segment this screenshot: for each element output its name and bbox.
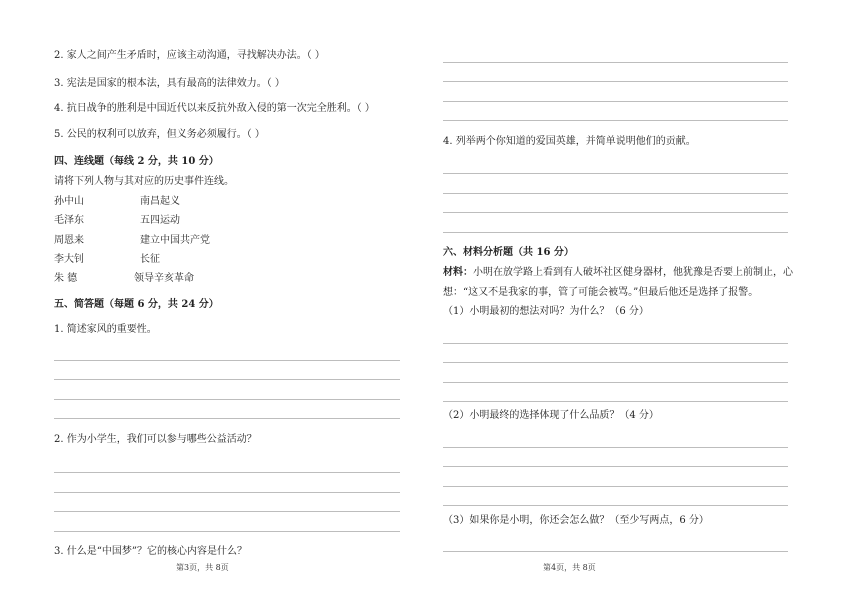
matching-event: 五四运动 — [140, 215, 180, 226]
answer-line[interactable] — [54, 492, 400, 493]
answer-line[interactable] — [443, 343, 788, 344]
answer-line[interactable] — [443, 466, 788, 467]
matching-person: 周恩来 — [54, 235, 84, 246]
material-label: 材料： — [443, 267, 473, 278]
matching-person: 孙中山 — [54, 196, 84, 207]
answer-line[interactable] — [443, 193, 788, 194]
answer-line[interactable] — [443, 551, 788, 552]
answer-line[interactable] — [54, 379, 400, 380]
material-section-title: 六、材料分析题（共 16 分） — [443, 247, 574, 258]
matching-person: 毛泽东 — [54, 215, 84, 226]
page-footer-left: 第3页，共 8页 — [176, 563, 229, 572]
short-answer-section-title: 五、简答题（每题 6 分，共 24 分） — [54, 299, 219, 310]
page-footer-right: 第4页，共 8页 — [543, 563, 596, 572]
judge-item-5: 5. 公民的权利可以放弃，但义务必须履行。（ ） — [54, 129, 265, 140]
judge-item-2: 2. 家人之间产生矛盾时，应该主动沟通，寻找解决办法。（ ） — [54, 50, 325, 61]
answer-line[interactable] — [54, 531, 400, 532]
answer-line[interactable] — [54, 511, 400, 512]
matching-event: 建立中国共产党 — [140, 235, 210, 246]
matching-event: 长征 — [140, 254, 160, 265]
matching-instruction: 请将下列人物与其对应的历史事件连线。 — [54, 176, 234, 187]
material-question-1: （1）小明最初的想法对吗？为什么？（6 分） — [443, 306, 649, 317]
answer-line[interactable] — [443, 447, 788, 448]
short-answer-q4: 4. 列举两个你知道的爱国英雄，并简单说明他们的贡献。 — [443, 136, 696, 147]
answer-line[interactable] — [443, 212, 788, 213]
answer-line[interactable] — [443, 486, 788, 487]
answer-line[interactable] — [443, 505, 788, 506]
matching-person: 朱 德 — [54, 273, 78, 284]
answer-line[interactable] — [54, 418, 400, 419]
matching-event: 领导辛亥革命 — [134, 273, 194, 284]
answer-line[interactable] — [443, 62, 788, 63]
answer-line[interactable] — [443, 173, 788, 174]
answer-line[interactable] — [54, 472, 400, 473]
short-answer-q3: 3. 什么是“中国梦”？它的核心内容是什么？ — [54, 546, 247, 557]
short-answer-q1: 1. 简述家风的重要性。 — [54, 324, 157, 335]
answer-line[interactable] — [443, 401, 788, 402]
answer-line[interactable] — [443, 232, 788, 233]
matching-person: 李大钊 — [54, 254, 84, 265]
material-question-3: （3）如果你是小明，你还会怎么做？（至少写两点，6 分） — [443, 515, 709, 526]
material-text: 小明在放学路上看到有人破坏社区健身器材，他犹豫是否要上前制止，心 — [473, 267, 793, 278]
material-question-2: （2）小明最终的选择体现了什么品质？（4 分） — [443, 410, 659, 421]
answer-line[interactable] — [443, 101, 788, 102]
judge-item-3: 3. 宪法是国家的根本法，具有最高的法律效力。（ ） — [54, 78, 285, 89]
judge-item-4: 4. 抗日战争的胜利是中国近代以来反抗外敌入侵的第一次完全胜利。（ ） — [54, 103, 375, 114]
short-answer-q2: 2. 作为小学生，我们可以参与哪些公益活动？ — [54, 434, 257, 445]
answer-line[interactable] — [443, 120, 788, 121]
answer-line[interactable] — [443, 362, 788, 363]
answer-line[interactable] — [54, 399, 400, 400]
answer-line[interactable] — [54, 360, 400, 361]
material-text-line: 想：“这又不是我家的事，管了可能会被骂。”但最后他还是选择了报警。 — [443, 287, 759, 298]
matching-event: 南昌起义 — [140, 196, 180, 207]
answer-line[interactable] — [443, 81, 788, 82]
material-text-line — [443, 267, 793, 279]
matching-section-title: 四、连线题（每线 2 分，共 10 分） — [54, 156, 219, 167]
answer-line[interactable] — [443, 382, 788, 383]
